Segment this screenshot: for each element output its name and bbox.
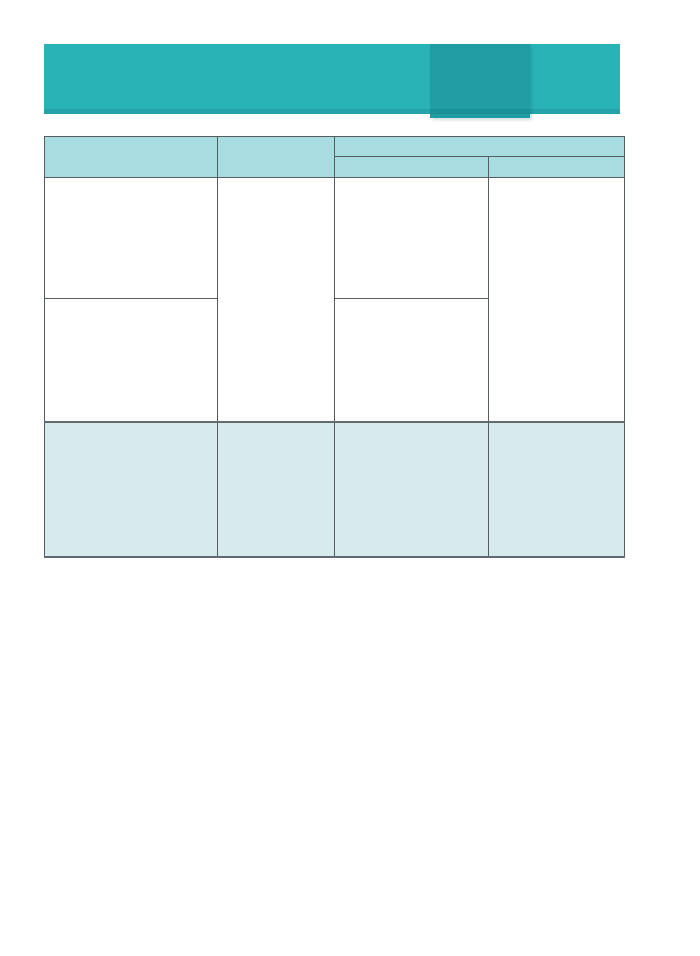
plug-model-cell xyxy=(335,422,489,557)
series-badge xyxy=(430,44,530,118)
socket-model-cell xyxy=(489,422,625,557)
header-socket xyxy=(489,157,625,178)
connector-spec-table xyxy=(44,136,625,558)
total-contacts-cell xyxy=(218,178,335,422)
diagram-cell-ctk-left xyxy=(45,299,218,422)
table-row xyxy=(45,178,625,299)
header-plug xyxy=(335,157,489,178)
plug-model-cell xyxy=(335,178,489,299)
table-row-highlighted xyxy=(45,422,625,557)
plug-model-cell xyxy=(335,299,489,422)
socket-model-cell xyxy=(489,178,625,422)
header-total xyxy=(218,137,335,178)
table-header-row-1 xyxy=(45,137,625,157)
header-distribution xyxy=(45,137,218,178)
diagram-cell-mtk xyxy=(45,422,218,557)
header-model-group xyxy=(335,137,625,157)
header-banner xyxy=(44,44,620,114)
total-contacts-cell xyxy=(218,422,335,557)
diagram-cell-ctk xyxy=(45,178,218,299)
